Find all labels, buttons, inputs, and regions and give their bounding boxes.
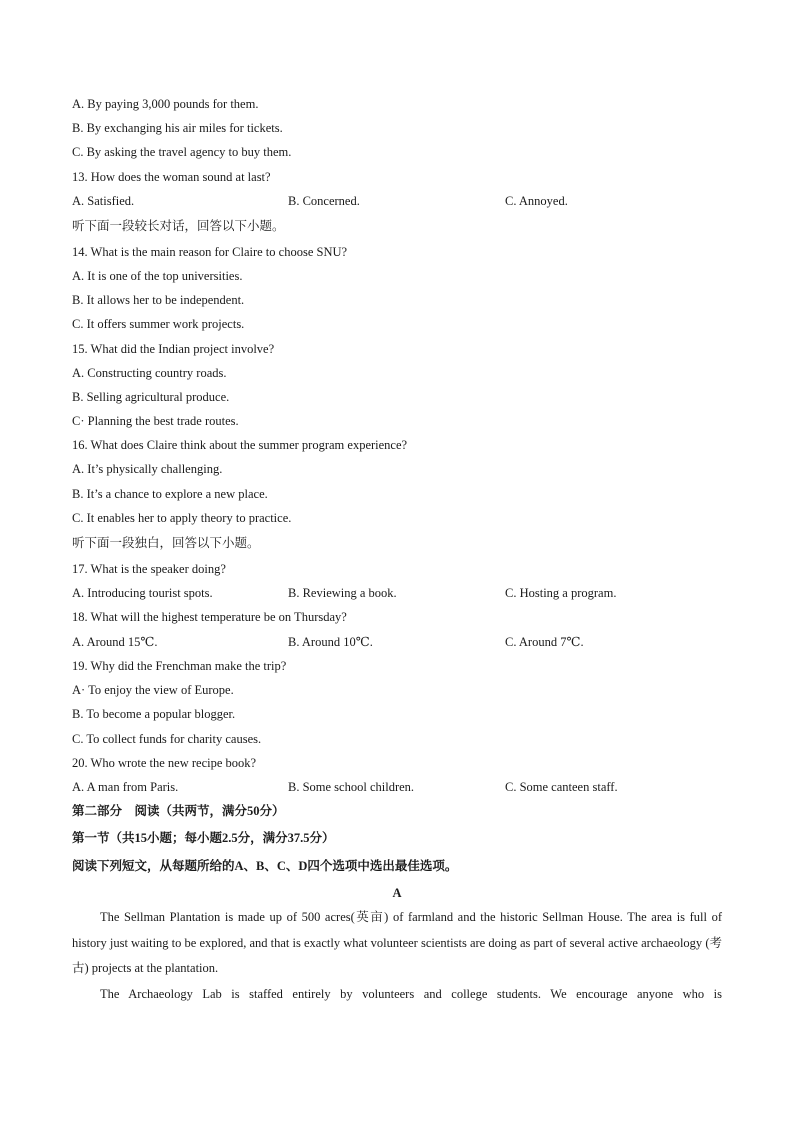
q16-option-c: C. It enables her to apply theory to practice.: [72, 511, 292, 525]
q20-option-b: B. Some school children.: [288, 780, 415, 794]
q13-option-b: B. Concerned.: [288, 194, 360, 208]
q13-option-c: C. Annoyed.: [505, 194, 568, 208]
q14-option-b: B. It allows her to be independent.: [72, 293, 245, 307]
q17-option-a: A. Introducing tourist spots.: [72, 586, 213, 600]
q19-option-c: C. To collect funds for charity causes.: [72, 732, 262, 746]
q14-option-c: C. It offers summer work projects.: [72, 317, 245, 331]
q18-option-a: A. Around 15℃.: [72, 635, 158, 649]
section-one-title: 第一节（共15小题；每小题2.5分，满分37.5分）: [72, 831, 335, 845]
q12-option-c: C. By asking the travel agency to buy them.: [72, 145, 292, 159]
instruction-long-dialogue: 听下面一段较长对话，回答以下小题。: [72, 219, 285, 233]
q17-option-c: C. Hosting a program.: [505, 586, 617, 600]
q19-stem: 19. Why did the Frenchman make the trip?: [72, 659, 287, 673]
q20-stem: 20. Who wrote the new recipe book?: [72, 756, 257, 770]
q18-stem: 18. What will the highest temperature be on Thursday?: [72, 610, 347, 624]
q19-option-b: B. To become a popular blogger.: [72, 707, 236, 721]
q14-stem: 14. What is the main reason for Claire to choose SNU?: [72, 245, 348, 259]
q14-option-a: A. It is one of the top universities.: [72, 269, 243, 283]
q15-option-a: A. Constructing country roads.: [72, 366, 227, 380]
passage-label: A: [392, 886, 402, 900]
q16-option-a: A. It’s physically challenging.: [72, 462, 223, 476]
instruction-monologue: 听下面一段独白，回答以下小题。: [72, 536, 260, 550]
q17-option-b: B. Reviewing a book.: [288, 586, 397, 600]
q15-option-b: B. Selling agricultural produce.: [72, 390, 230, 404]
reading-instruction: 阅读下列短文，从每题所给的A、B、C、D四个选项中选出最佳选项。: [72, 859, 458, 873]
q20-option-a: A. A man from Paris.: [72, 780, 179, 794]
q18-option-c: C. Around 7℃.: [505, 635, 584, 649]
q12-option-a: A. By paying 3,000 pounds for them.: [72, 97, 259, 111]
q16-option-b: B. It’s a chance to explore a new place.: [72, 487, 268, 501]
q17-stem: 17. What is the speaker doing?: [72, 562, 226, 576]
passage-paragraph-1: The Sellman Plantation is made up of 500 acres(英亩) of farmland and the historic Sellman House. The area is full of history just waiting to be explored, and that is exactly what volunteer scientists are doing as part of several active archaeology (考古) projects at the plantation.: [72, 910, 722, 975]
passage-paragraph-2: The Archaeology Lab is staffed entirely by volunteers and college students. We encourage anyone who is: [100, 987, 722, 1001]
q12-option-b: B. By exchanging his air miles for tickets.: [72, 121, 283, 135]
part-two-title: 第二部分 阅读（共两节，满分50分）: [72, 804, 285, 818]
q13-option-a: A. Satisfied.: [72, 194, 135, 208]
q19-option-a: A· To enjoy the view of Europe.: [72, 683, 234, 697]
q15-option-c: C· Planning the best trade routes.: [72, 414, 239, 428]
q18-option-b: B. Around 10℃.: [288, 635, 373, 649]
q16-stem: 16. What does Claire think about the summer program experience?: [72, 438, 408, 452]
q15-stem: 15. What did the Indian project involve?: [72, 342, 275, 356]
q13-stem: 13. How does the woman sound at last?: [72, 170, 271, 184]
q20-option-c: C. Some canteen staff.: [505, 780, 618, 794]
